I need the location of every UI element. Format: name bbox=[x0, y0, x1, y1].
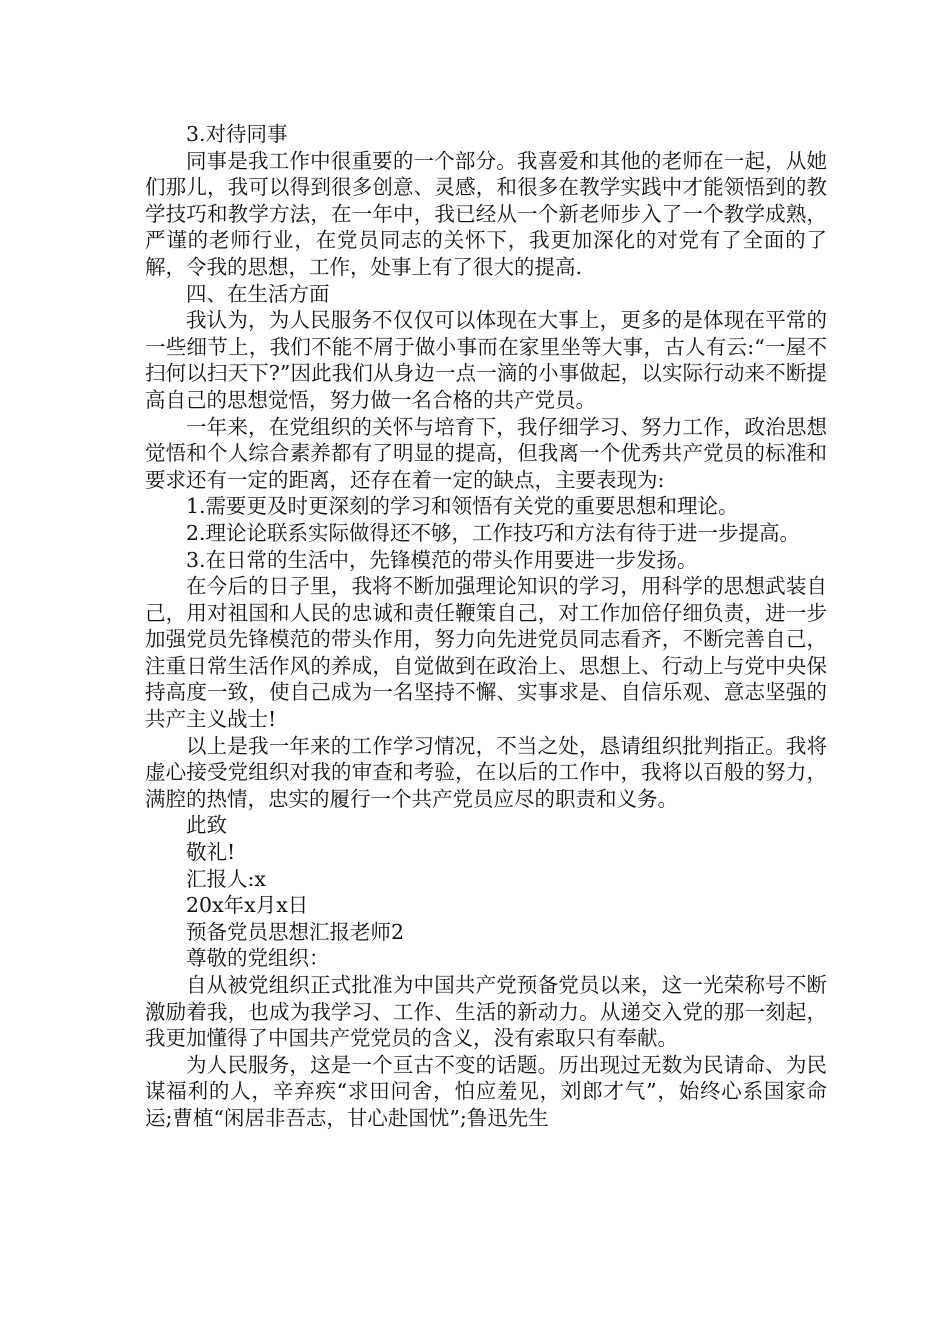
document-body bbox=[145, 121, 827, 1132]
heading-life: 四、在生活方面 bbox=[186, 281, 330, 306]
list-item-shortcoming-3: 3.在日常的生活中，先锋模范的带头作用要进一步发扬。 bbox=[186, 547, 698, 572]
section-title-report-2: 预备党员思想汇报老师2 bbox=[186, 919, 405, 944]
paragraph-future-plan: 在今后的日子里，我将不断加强理论知识的学习，用科学的思想武装自己，用对祖国和人民的忠诚和责任鞭策自己，对工作加倍仔细负责，进一步加强党员先锋模范的带头作用，努力向先进党员同志看齐，不断完善自己，注重日常生活作风的养成，自觉做到在政治上、思想上、行动上与党中央保持高度一致，使自己成为一名坚持不懈、实事求是、自信乐观、意志坚强的共产主义战士! bbox=[145, 574, 827, 732]
list-item-shortcoming-1: 1.需要更及时更深刻的学习和领悟有关党的重要思想和理论。 bbox=[186, 494, 739, 519]
closing-salutation: 此致 bbox=[186, 813, 227, 838]
paragraph-serve-people-2: 为人民服务，这是一个亘古不变的话题。历出现过无数为民请命、为民谋福利的人，辛弃疾“求田问舍，怕应羞见，刘郎才气”，始终心系国家命运;曹植“闲居非吾志，甘心赴国忧”;鲁迅先生 bbox=[145, 1052, 827, 1130]
heading-colleagues: 3.对待同事 bbox=[186, 122, 288, 146]
paragraph-since-approval: 自从被党组织正式批准为中国共产党预备党员以来，这一光荣称号不断激励着我，也成为我学习、工作、生活的新动力。从递交入党的那一刻起，我更加懂得了中国共产党党员的含义，没有索取只有奉献。 bbox=[145, 973, 827, 1051]
signature-reporter: 汇报人:x bbox=[186, 866, 266, 891]
greeting: 尊敬的党组织： bbox=[186, 946, 330, 971]
closing-regards: 敬礼! bbox=[186, 840, 236, 865]
list-item-shortcoming-2: 2.理论论联系实际做得还不够，工作技巧和方法有待于进一步提高。 bbox=[186, 520, 801, 545]
paragraph-year-summary: 一年来，在党组织的关怀与培育下，我仔细学习、努力工作，政治思想觉悟和个人综合素养都有了明显的提高，但我离一个优秀共产党员的标准和要求还有一定的距离，还存在着一定的缺点，主要表现为: bbox=[145, 414, 827, 492]
signature-date: 20x年x月x日 bbox=[186, 893, 309, 918]
paragraph-conclusion: 以上是我一年来的工作学习情况，不当之处，恳请组织批判指正。我将虚心接受党组织对我的审查和考验，在以后的工作中，我将以百般的努力，满腔的热情，忠实的履行一个共产党员应尽的职责和义务。 bbox=[145, 733, 827, 811]
paragraph-serve-people: 我认为，为人民服务不仅仅可以体现在大事上，更多的是体现在平常的一些细节上，我们不能不屑于做小事而在家里坐等大事，古人有云:“一屋不扫何以扫天下?”因此我们从身边一点一滴的小事做起，以实际行动来不断提高自己的思想觉悟，努力做一名合格的共产党员。 bbox=[145, 308, 827, 412]
paragraph-colleagues: 同事是我工作中很重要的一个部分。我喜爱和其他的老师在一起，从她们那儿，我可以得到很多创意、灵感，和很多在教学实践中才能领悟到的教学技巧和教学方法，在一年中，我已经从一个新老师步入了一个教学成熟，严谨的老师行业，在党员同志的关怀下，我更加深化的对党有了全面的了解，令我的思想，工作，处事上有了很大的提高. bbox=[145, 148, 827, 279]
